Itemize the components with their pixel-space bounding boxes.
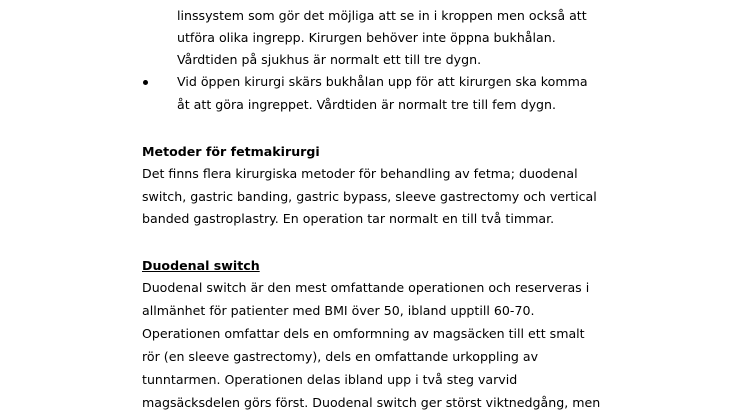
- continuation-line-1: linssystem som gör det möjliga att se in i kroppen men också att: [177, 8, 587, 23]
- duodenal-line-2: allmänhet för patienter med BMI över 50, ibland upptill 60-70.: [142, 303, 535, 318]
- bullet-line-1: Vid öppen kirurgi skärs bukhålan upp för att kirurgen ska komma: [177, 74, 588, 89]
- continuation-line-3: Vårdtiden på sjukhus är normalt ett till tre dygn.: [177, 52, 482, 67]
- duodenal-line-5: tunntarmen. Operationen delas ibland upp i två steg varvid: [142, 372, 518, 387]
- duodenal-line-1: Duodenal switch är den mest omfattande operationen och reserveras i: [142, 280, 590, 295]
- duodenal-line-3: Operationen omfattar dels en omformning av magsäcken till ett smalt: [142, 326, 585, 341]
- methods-line-3: banded gastroplastry. En operation tar normalt en till två timmar.: [142, 211, 555, 226]
- methods-heading: Metoder för fetmakirurgi: [142, 144, 320, 159]
- duodenal-heading: Duodenal switch: [142, 258, 260, 273]
- methods-line-1: Det finns flera kirurgiska metoder för behandling av fetma; duodenal: [142, 166, 578, 181]
- bullet-icon: [143, 80, 148, 85]
- methods-line-2: switch, gastric banding, gastric bypass, sleeve gastrectomy och vertical: [142, 189, 597, 204]
- duodenal-line-6: magsäcksdelen görs först. Duodenal switch ger störst viktnedgång, men: [142, 395, 601, 410]
- duodenal-line-4: rör (en sleeve gastrectomy), dels en omfattande urkoppling av: [142, 349, 539, 364]
- bullet-line-2: åt att göra ingreppet. Vårdtiden är normalt tre till fem dygn.: [177, 97, 556, 112]
- continuation-line-2: utföra olika ingrepp. Kirurgen behöver inte öppna bukhålan.: [177, 30, 556, 45]
